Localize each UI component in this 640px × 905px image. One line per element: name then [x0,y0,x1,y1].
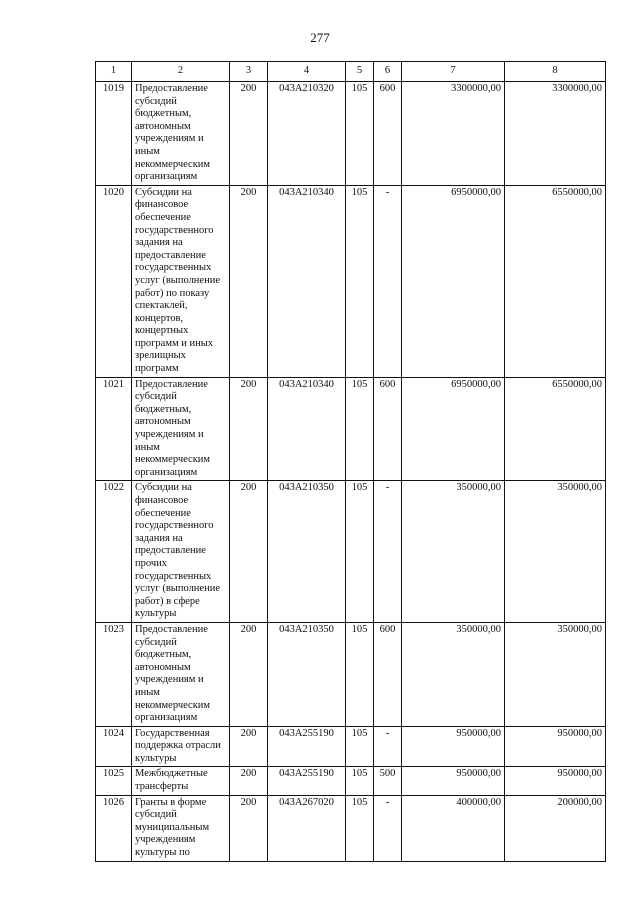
row-description: Субсидии на финансовое обеспечение государственного задания на предоставление государственных услуг (выполнение работ) по показу спектаклей, концертов, концертных программ и иных зрелищных программ [132,185,230,377]
row-number: 1023 [96,622,132,726]
column-header: 4 [268,62,346,82]
table-row [96,481,606,623]
row-description: Межбюджетные трансферты [132,767,230,795]
page-number: 277 [310,30,330,45]
amount-column-7: 6950000,00 [402,377,505,481]
column-3-cell: 200 [230,726,268,767]
column-5-cell: 105 [346,82,374,186]
amount-column-7: 350000,00 [402,622,505,726]
column-5-cell: 105 [346,481,374,623]
row-description: Гранты в форме субсидий муниципальным учреждениям культуры по [132,795,230,861]
target-article-code: 043А210350 [268,622,346,726]
amount-column-8: 6550000,00 [505,185,606,377]
row-number: 1021 [96,377,132,481]
amount-column-7: 350000,00 [402,481,505,623]
row-number: 1020 [96,185,132,377]
amount-column-7: 6950000,00 [402,185,505,377]
amount-column-8: 350000,00 [505,481,606,623]
column-3-cell: 200 [230,481,268,623]
header-row [96,62,606,82]
expense-type-cell: - [374,185,402,377]
row-description: Государственная поддержка отрасли культуры [132,726,230,767]
amount-column-8: 6550000,00 [505,377,606,481]
column-3-cell: 200 [230,377,268,481]
column-5-cell: 105 [346,185,374,377]
amount-column-7: 400000,00 [402,795,505,861]
expense-type-cell: 600 [374,377,402,481]
expense-type-cell: 500 [374,767,402,795]
row-description: Предоставление субсидий бюджетным, автономным учреждениям и иным некоммерческим организациям [132,377,230,481]
target-article-code: 043А210340 [268,377,346,481]
column-header: 5 [346,62,374,82]
table-row [96,82,606,186]
amount-column-8: 950000,00 [505,767,606,795]
table-row [96,726,606,767]
column-header: 1 [96,62,132,82]
table-row [96,767,606,795]
target-article-code: 043А255190 [268,726,346,767]
expense-type-cell: - [374,481,402,623]
target-article-code: 043А255190 [268,767,346,795]
column-3-cell: 200 [230,767,268,795]
target-article-code: 043А267020 [268,795,346,861]
row-number: 1024 [96,726,132,767]
column-3-cell: 200 [230,82,268,186]
column-3-cell: 200 [230,622,268,726]
expense-type-cell: - [374,726,402,767]
row-number: 1025 [96,767,132,795]
table-row [96,185,606,377]
expense-type-cell: 600 [374,622,402,726]
column-3-cell: 200 [230,185,268,377]
column-header: 8 [505,62,606,82]
budget-table [95,61,606,862]
column-3-cell: 200 [230,795,268,861]
amount-column-8: 3300000,00 [505,82,606,186]
expense-type-cell: 600 [374,82,402,186]
column-5-cell: 105 [346,377,374,481]
row-description: Предоставление субсидий бюджетным, автономным учреждениям и иным некоммерческим организациям [132,622,230,726]
row-number: 1019 [96,82,132,186]
column-header: 6 [374,62,402,82]
column-header: 7 [402,62,505,82]
amount-column-7: 950000,00 [402,726,505,767]
target-article-code: 043А210340 [268,185,346,377]
target-article-code: 043А210350 [268,481,346,623]
amount-column-7: 3300000,00 [402,82,505,186]
column-header: 2 [132,62,230,82]
amount-column-8: 350000,00 [505,622,606,726]
column-5-cell: 105 [346,622,374,726]
column-5-cell: 105 [346,795,374,861]
amount-column-7: 950000,00 [402,767,505,795]
row-number: 1026 [96,795,132,861]
row-number: 1022 [96,481,132,623]
amount-column-8: 200000,00 [505,795,606,861]
expense-type-cell: - [374,795,402,861]
table-row [96,795,606,861]
amount-column-8: 950000,00 [505,726,606,767]
target-article-code: 043А210320 [268,82,346,186]
column-5-cell: 105 [346,767,374,795]
row-description: Предоставление субсидий бюджетным, автономным учреждениям и иным некоммерческим организациям [132,82,230,186]
table-row [96,377,606,481]
column-5-cell: 105 [346,726,374,767]
table-row [96,622,606,726]
column-header: 3 [230,62,268,82]
row-description: Субсидии на финансовое обеспечение государственного задания на предоставление прочих государственных услуг (выполнение работ) в сфере культуры [132,481,230,623]
